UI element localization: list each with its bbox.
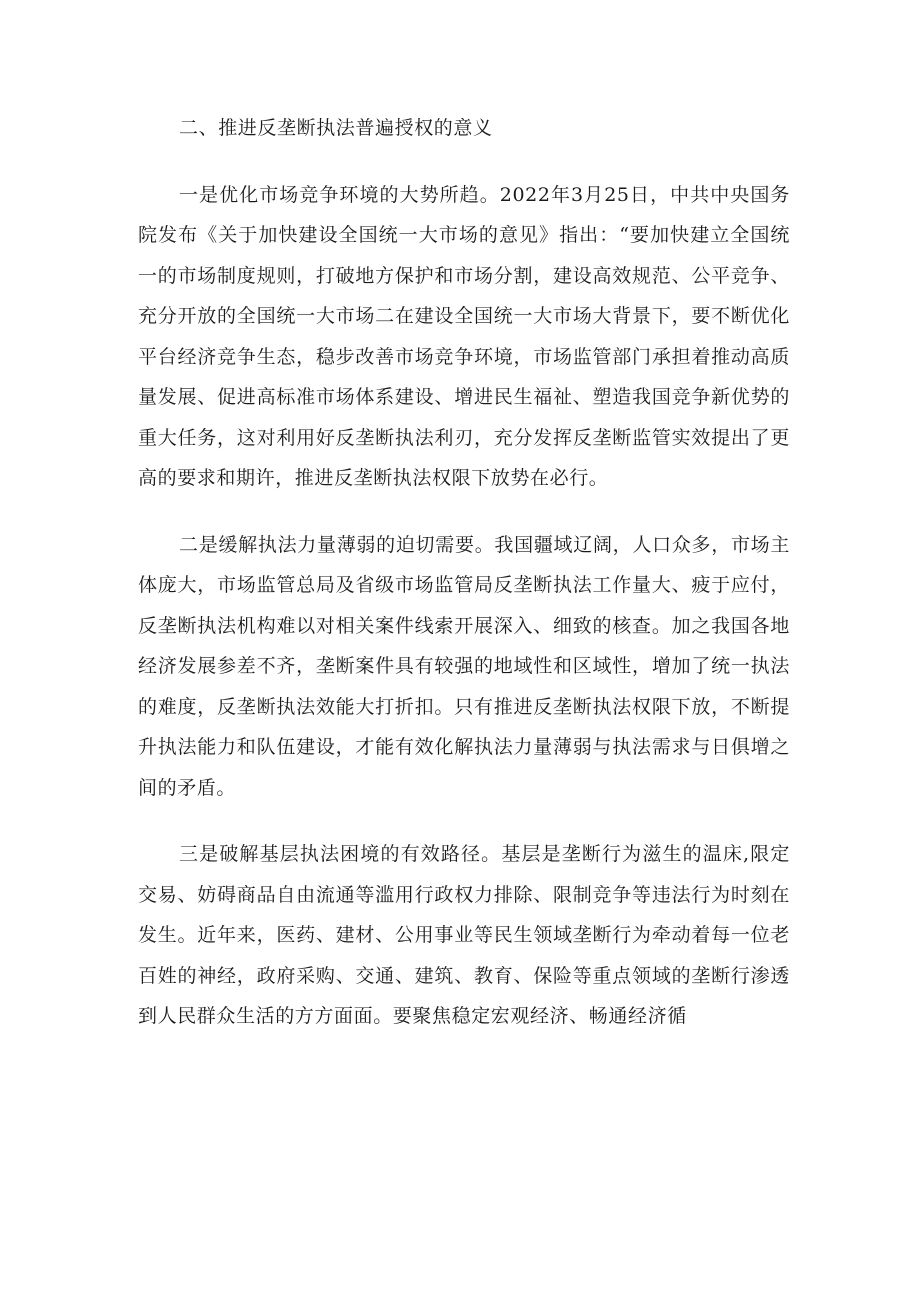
section-heading: 二、推进反垄断执法普遍授权的意义 xyxy=(179,117,493,139)
paragraph-2: 二是缓解执法力量薄弱的迫切需要。我国疆域辽阔，人口众多，市场主体庞大，市场监管总局及省级市场监管局反垄断执法工作量大、疲于应付，反垄断执法机构难以对相关案件线索开展深入、细致的核查。加之我国各地经济发展参差不齐，垄断案件具有较强的地域性和区域性，增加了统一执法的难度，反垄断执法效能大打折扣。只有推进反垄断执法权限下放，不断提升执法能力和队伍建设，才能有效化解执法力量薄弱与执法需求与日俱增之间的矛盾。 xyxy=(138,533,790,799)
paragraph-3: 三是破解基层执法困境的有效路径。基层是垄断行为滋生的温床,限定交易、妨碍商品自由流通等滥用行政权力排除、限制竞争等违法行为时刻在发生。近年来，医药、建材、公用事业等民生领域垄断行为牵动着每一位老百姓的神经，政府采购、交通、建筑、教育、保险等重点领域的垄断行渗透到人民群众生活的方方面面。要聚焦稳定宏观经济、畅通经济循 xyxy=(138,843,790,1027)
paragraph-1: 一是优化市场竞争环境的大势所趋。2022年3月25日，中共中央国务院发布《关于加快建设全国统一大市场的意见》指出：“要加快建立全国统一的市场制度规则，打破地方保护和市场分割，建设高效规范、公平竞争、充分开放的全国统一大市场二在建设全国统一大市场大背景下，要不断优化平台经济竞争生态，稳步改善市场竞争环境，市场监管部门承担着推动高质量发展、促进高标准市场体系建设、增进民生福祉、塑造我国竞争新优势的重大任务，这对利用好反垄断执法利刃，充分发挥反垄断监管实效提出了更高的要求和期许，推进反垄断执法权限下放势在必行。 xyxy=(138,183,790,489)
document-body xyxy=(138,108,790,1063)
